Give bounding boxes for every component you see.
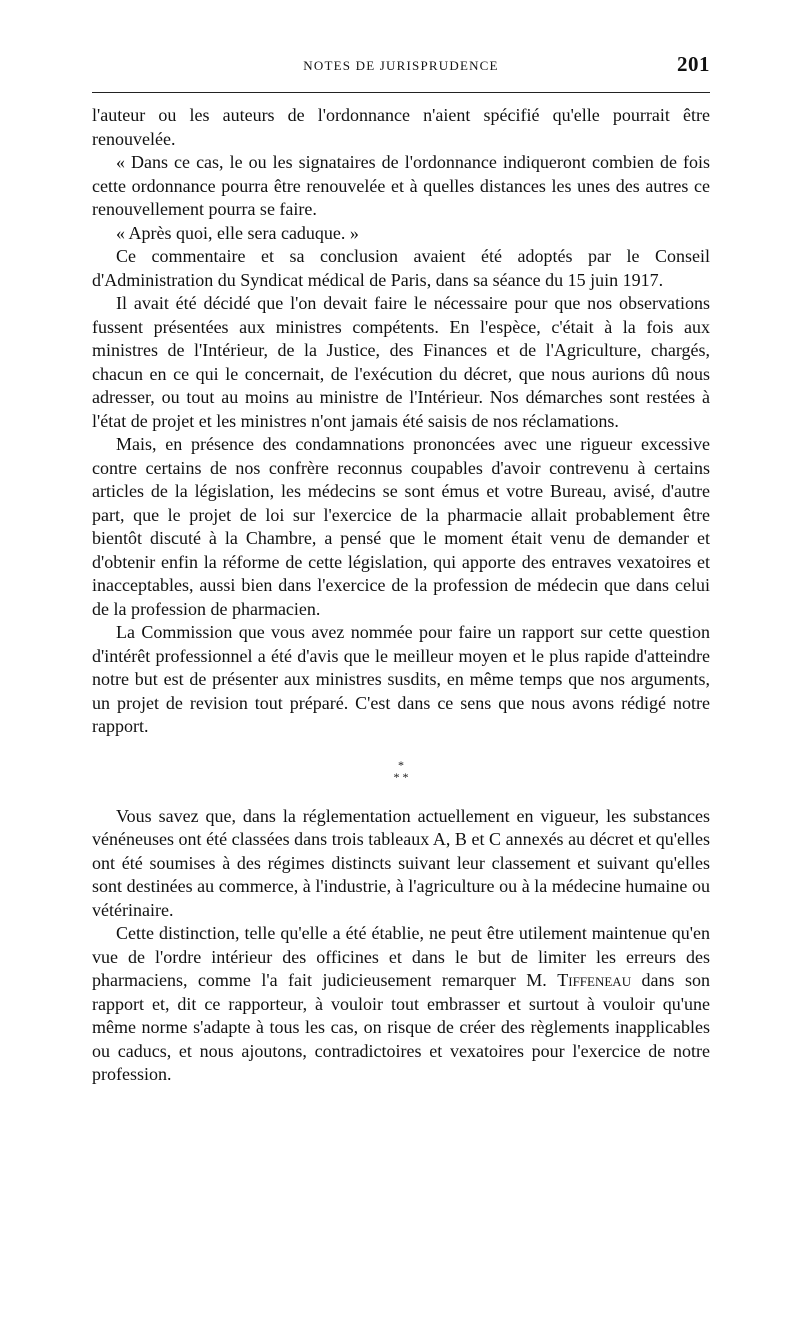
- author-name: Tiffeneau: [557, 970, 632, 990]
- running-title: NOTES DE JURISPRUDENCE: [303, 58, 499, 73]
- header-rule: [92, 92, 710, 93]
- distinction-text-start: Cette distinction, telle qu'elle a été établie, ne peut être utilement maintenue qu'en vue de l'ordre intérieur des officines et dans le but de limiter les erreurs des pharmaciens, comme l'a fait judicieusement remarquer M.: [92, 923, 710, 990]
- page-number: 201: [677, 52, 710, 76]
- separator-bottom-asterisks: * *: [393, 769, 409, 784]
- paragraph-continuation: l'auteur ou les auteurs de l'ordonnance n'aient spécifié qu'elle pourrait être renouvelée.: [92, 105, 710, 149]
- paragraph-distinction: [92, 922, 710, 1087]
- paragraph-quote-1: « Dans ce cas, le ou les signataires de l'ordonnance indiqueront combien de fois cette ordonnance pourra être renouvelée et à quelles distances les unes des autres ce renouvellement pourra se faire.: [92, 152, 710, 219]
- running-head: [92, 52, 710, 84]
- separator-top-asterisk: *: [398, 757, 404, 772]
- paragraph-condemnations: Mais, en présence des condamnations prononcées avec une rigueur excessive contre certains de nos confrère reconnus coupables d'avoir contrevenu à certains articles de la législation, les médecins se sont émus et votre Bureau, avisé, d'autre part, que le projet de loi sur l'exercice de la pharmacie allait probablement être bientôt discuté à la Chambre, a pensé que le moment était venu de demander et d'obtenir enfin la réforme de cette législation, qui apporte des entraves vexatoires et inacceptables, aussi bien dans l'exercice de la profession de médecin que dans celui de la profession de pharmacien.: [92, 434, 710, 619]
- section-separator: [92, 759, 710, 783]
- body-text: [92, 104, 710, 1087]
- paragraph-ministers: Il avait été décidé que l'on devait faire le nécessaire pour que nos observations fussent présentées aux ministres compétents. En l'espèce, c'était à la fois aux ministres de l'Intérieur, de la Justice, des Finances et de l'Agriculture, chargés, chacun en ce qui le concernait, de l'exécution du décret, que nous aurions dû nous adresser, ou tout au moins au ministre de l'Intérieur. Nos démarches sont restées à l'état de projet et les ministres n'ont jamais été saisis de nos réclamations.: [92, 293, 710, 431]
- paragraph-quote-2: « Après quoi, elle sera caduque. »: [116, 222, 359, 243]
- paragraph-commentary: Ce commentaire et sa conclusion avaient été adoptés par le Conseil d'Administration du Syndicat médical de Paris, dans sa séance du 15 juin 1917.: [92, 246, 710, 290]
- distinction-text-end: dans son rapport et, dit ce rapporteur, à vouloir tout embrasser et surtout à vouloir qu'une même norme s'adapte à tous les cas, on risque de créer des règlements inapplicables ou caducs, et nous ajoutons, contradictoires et vexatoires pour l'exercice de notre profession.: [92, 970, 710, 1084]
- paragraph-substances: Vous savez que, dans la réglementation actuellement en vigueur, les substances vénéneuses ont été classées dans trois tableaux A, B et C annexés au décret et qu'elles ont été soumises à des régimes distincts suivant leur classement et suivant qu'elles sont destinées au commerce, à l'industrie, à l'agriculture ou à la médecine humaine ou vétérinaire.: [92, 805, 710, 920]
- paragraph-commission: La Commission que vous avez nommée pour faire un rapport sur cette question d'intérêt professionnel a été d'avis que le meilleur moyen et le plus rapide d'atteindre notre but est de présenter aux ministres susdits, en même temps que nos arguments, un projet de revision tout préparé. C'est dans ce sens que nous avons rédigé notre rapport.: [92, 622, 710, 736]
